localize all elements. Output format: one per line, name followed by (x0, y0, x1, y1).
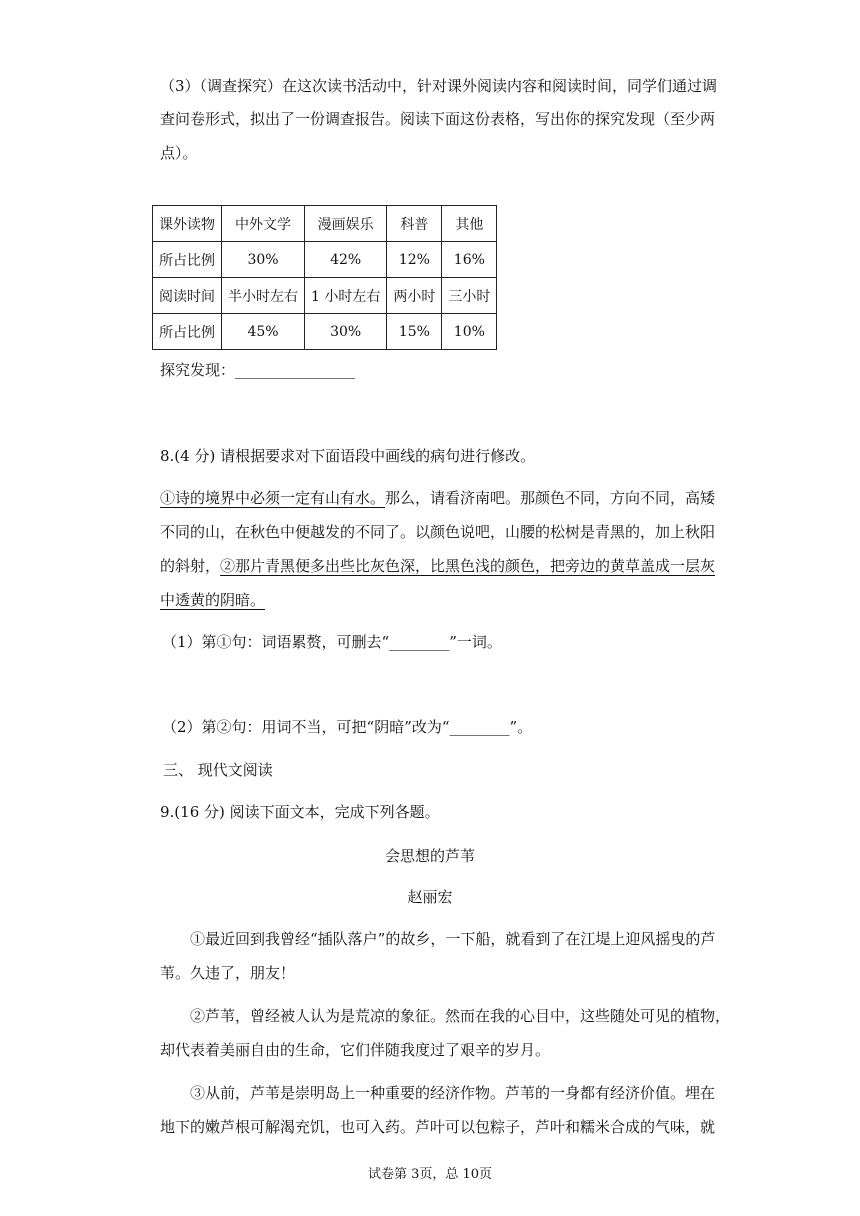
q8-header: 8.(4 分) 请根据要求对下面语段中画线的病句进行修改。 (160, 447, 536, 465)
table-cell: 所占比例 (153, 314, 222, 350)
underlined-sentence-2-end: 中透黄的阴暗。 (160, 591, 266, 609)
table-cell: 课外读物 (153, 206, 222, 242)
finding-answer-line: 探究发现：________________ (160, 361, 356, 379)
table-cell: 1 小时左右 (305, 278, 387, 314)
article-para1-line2: 苇。久违了，朋友！ (160, 964, 296, 982)
article-title: 会思想的芦苇 (384, 847, 475, 865)
table-cell: 16% (442, 242, 497, 278)
table-row (153, 242, 497, 278)
q8-para-line1 (160, 487, 715, 508)
table-row (153, 314, 497, 350)
table-cell: 15% (387, 314, 442, 350)
table-cell: 30% (222, 242, 305, 278)
page-footer: 试卷第 3页，总 10页 (367, 1167, 493, 1182)
section-heading: 三、 现代文阅读 (163, 761, 273, 779)
article-para3-line1: ③从前，芦苇是崇明岛上一种重要的经济作物。芦苇的一身都有经济价值。埋在 (190, 1084, 716, 1102)
article-para2-line1: ②芦苇，曾经被人认为是荒凉的象征。然而在我的心目中，这些随处可见的植物， (190, 1007, 731, 1025)
survey-table (152, 205, 497, 350)
underlined-sentence-1: ①诗的境界中必须一定有山有水。 (160, 489, 386, 507)
table-row (153, 278, 497, 314)
table-cell: 10% (442, 314, 497, 350)
q7-3-line2: 查问卷形式，拟出了一份调查报告。阅读下面这份表格，写出你的探究发现（至少两 (160, 110, 716, 128)
q8-subquestion-1: （1）第①句：词语累赘，可删去“________”一词。 (162, 633, 502, 651)
q8-para-line3 (160, 555, 715, 576)
table-cell: 两小时 (387, 278, 442, 314)
q8-subquestion-2: （2）第②句：用词不当，可把“阴暗”改为“________”。 (162, 718, 533, 736)
article-para3-line2: 地下的嫩芦根可解渴充饥，也可入药。芦叶可以包粽子，芦叶和糯米合成的气味，就 (160, 1118, 716, 1136)
para-text: 那么，请看济南吧。那颜色不同，方向不同，高矮 (385, 489, 716, 507)
article-para2-line2: 却代表着美丽自由的生命，它们伴随我度过了艰辛的岁月。 (160, 1041, 551, 1059)
table-cell: 42% (305, 242, 387, 278)
table-cell: 12% (387, 242, 442, 278)
table-cell: 阅读时间 (153, 278, 222, 314)
table-row (153, 206, 497, 242)
table-cell: 中外文学 (222, 206, 305, 242)
q7-3-line3: 点）。 (160, 144, 198, 162)
q9-header: 9.(16 分) 阅读下面文本，完成下列各题。 (160, 803, 440, 821)
q8-para-line2: 不同的山，在秋色中便越发的不同了。以颜色说吧，山腰的松树是青黑的，加上秋阳 (160, 523, 716, 541)
q7-3-line1: （3）（调查探究）在这次读书活动中，针对课外阅读内容和阅读时间，同学们通过调 (160, 77, 718, 95)
table-cell: 30% (305, 314, 387, 350)
q8-para-line4 (160, 589, 265, 610)
table-cell: 所占比例 (153, 242, 222, 278)
article-author: 赵丽宏 (407, 888, 453, 906)
table-cell: 半小时左右 (222, 278, 305, 314)
para-text: 的斜射， (160, 557, 221, 575)
table-cell: 漫画娱乐 (305, 206, 387, 242)
table-cell: 科普 (387, 206, 442, 242)
underlined-sentence-2: ②那片青黑便多出些比灰色深，比黑色浅的颜色，把旁边的黄草盖成一层灰 (220, 557, 716, 575)
table-cell: 其他 (442, 206, 497, 242)
table-cell: 45% (222, 314, 305, 350)
article-para1-line1: ①最近回到我曾经“插队落户”的故乡，一下船，就看到了在江堤上迎风摇曳的芦 (190, 930, 716, 948)
table-cell: 三小时 (442, 278, 497, 314)
